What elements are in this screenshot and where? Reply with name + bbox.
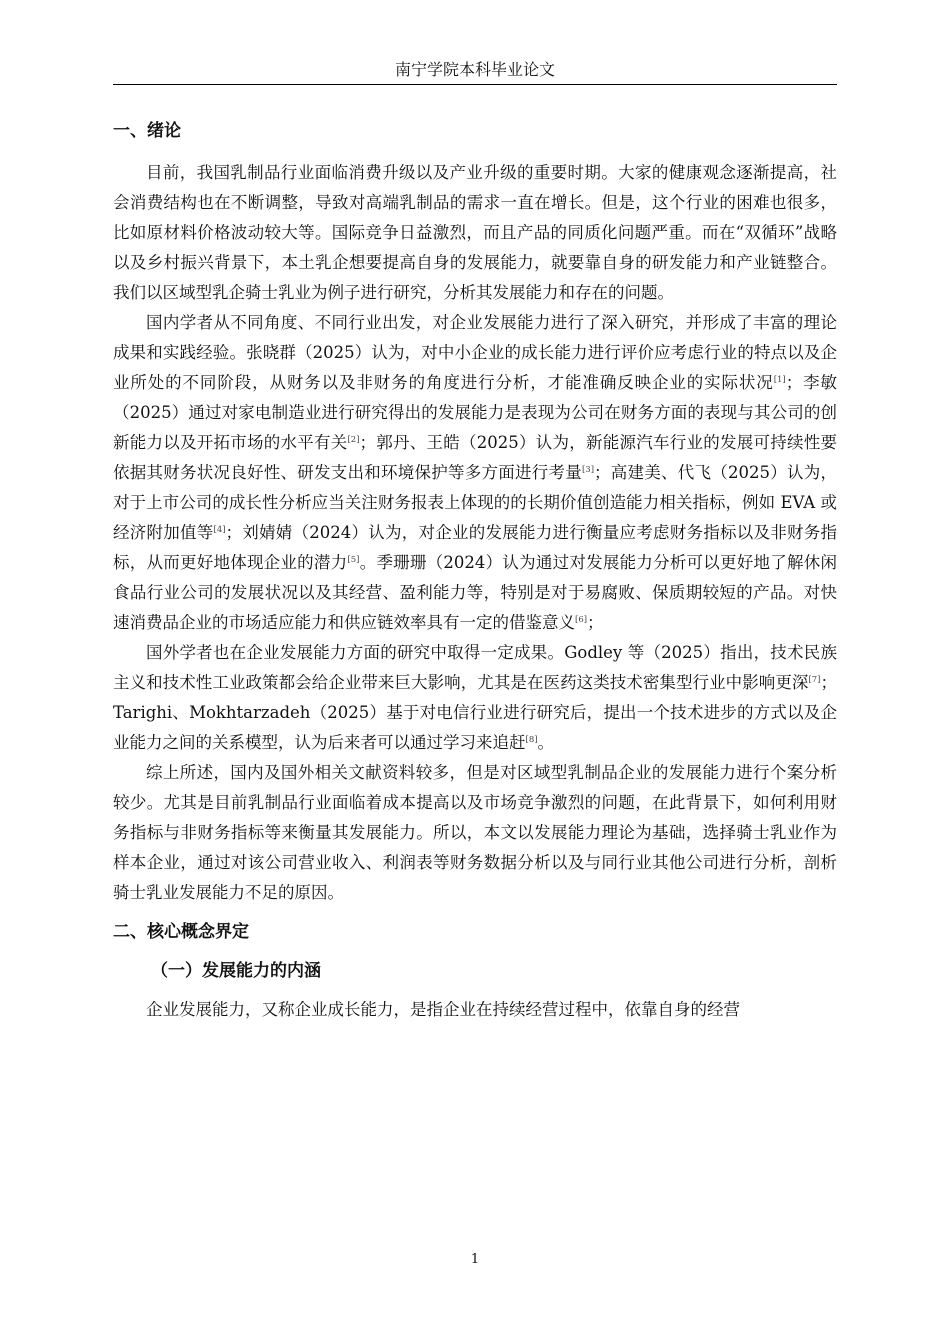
text-run: 国外学者也在企业发展能力方面的研究中取得一定成果。Godley 等（2025）指出，技术民族主义和技术性工业政策都会给企业带来巨大影响，尤其是在医药这类技术密集型行业中影响更深: [113, 643, 837, 692]
text-run: ；刘婧婧（2024）认为，对企业的发展能力进行衡量应考虑财务指标以及非财务指标，从而更好地体现企业的潜力: [113, 523, 837, 572]
citation-ref: [8]: [525, 735, 538, 745]
page-body: [113, 116, 837, 1025]
paragraph-foreign-research: [113, 638, 837, 758]
text-run: ；李敏（2025）通过对家电制造业进行研究得出的发展能力是表现为公司在财务方面的表现与其公司的创新能力以及开拓市场的水平有关: [113, 373, 838, 452]
citation-ref: [6]: [575, 615, 588, 625]
paragraph-domestic-research: [113, 308, 837, 638]
text-run: ；高建美、代飞（2025）认为，对于上市公司的成长性分析应当关注财务报表上体现的的长期价值创造能力相关指标，例如 EVA 或经济附加值等: [113, 463, 837, 542]
section-heading-introduction: 一、绪论: [113, 121, 181, 141]
text-run: ；郭丹、王皓（2025）认为，新能源汽车行业的发展可持续性要依据其财务状况良好性、研发支出和环境保护等多方面进行考量: [113, 433, 837, 482]
citation-ref: [2]: [347, 435, 360, 445]
page-number: 1: [470, 1252, 480, 1267]
citation-ref: [7]: [808, 675, 821, 685]
citation-ref: [1]: [773, 375, 786, 385]
section-heading-core-concepts: 二、核心概念界定: [113, 922, 249, 942]
paragraph-summary: 综上所述，国内及国外相关文献资料较多，但是对区域型乳制品企业的发展能力进行个案分析较少。尤其是目前乳制品行业面临着成本提高以及市场竞争激烈的问题，在此背景下，如何利用财务指标与非财务指标等来衡量其发展能力。所以，本文以发展能力理论为基础，选择骑士乳业作为样本企业，通过对该公司营业收入、利润表等财务数据分析以及与同行业其他公司进行分析，剖析骑士乳业发展能力不足的原因。: [113, 763, 837, 902]
paragraph-industry-background: 目前，我国乳制品行业面临消费升级以及产业升级的重要时期。大家的健康观念逐渐提高，社会消费结构也在不断调整，导致对高端乳制品的需求一直在增长。但是，这个行业的困难也很多，比如原材料价格波动较大等。国际竞争日益激烈，而且产品的同质化问题严重。而在“双循环”战略以及乡村振兴背景下，本土乳企想要提高自身的发展能力，就要靠自身的研发能力和产业链整合。我们以区域型乳企骑士乳业为例子进行研究，分析其发展能力和存在的问题。: [113, 163, 837, 302]
citation-ref: [3]: [581, 465, 595, 475]
header-divider: [113, 84, 837, 85]
subsection-heading-development-capability: （一）发展能力的内涵: [151, 961, 321, 981]
text-run: 。季珊珊（2024）认为通过对发展能力分析可以更好地了解休闲食品行业公司的发展状况以及其经营、盈利能力等，特别是对于易腐败、保质期较短的产品。对快速消费品企业的市场适应能力和供应链效率具有一定的借鉴意义: [113, 553, 837, 632]
text-run: 国内学者从不同角度、不同行业出发，对企业发展能力进行了深入研究，并形成了丰富的理论成果和实践经验。张晓群（2025）认为，对中小企业的成长能力进行评价应考虑行业的特点以及企业所处的不同阶段，从财务以及非财务的角度进行分析，才能准确反映企业的实际状况: [113, 313, 837, 392]
citation-ref: [4]: [213, 525, 226, 535]
text-run: ；Tarighi、Mokhtarzadeh（2025）基于对电信行业进行研究后，提出一个技术进步的方式以及企业能力之间的关系模型，认为后来者可以通过学习来追赶: [113, 673, 837, 752]
paragraph-definition: 企业发展能力，又称企业成长能力，是指企业在持续经营过程中，依靠自身的经营: [146, 1000, 740, 1019]
citation-ref: [5]: [347, 555, 360, 565]
text-run: ；: [587, 613, 604, 632]
running-header: 南宁学院本科毕业论文: [394, 60, 555, 79]
text-run: 。: [537, 733, 555, 752]
